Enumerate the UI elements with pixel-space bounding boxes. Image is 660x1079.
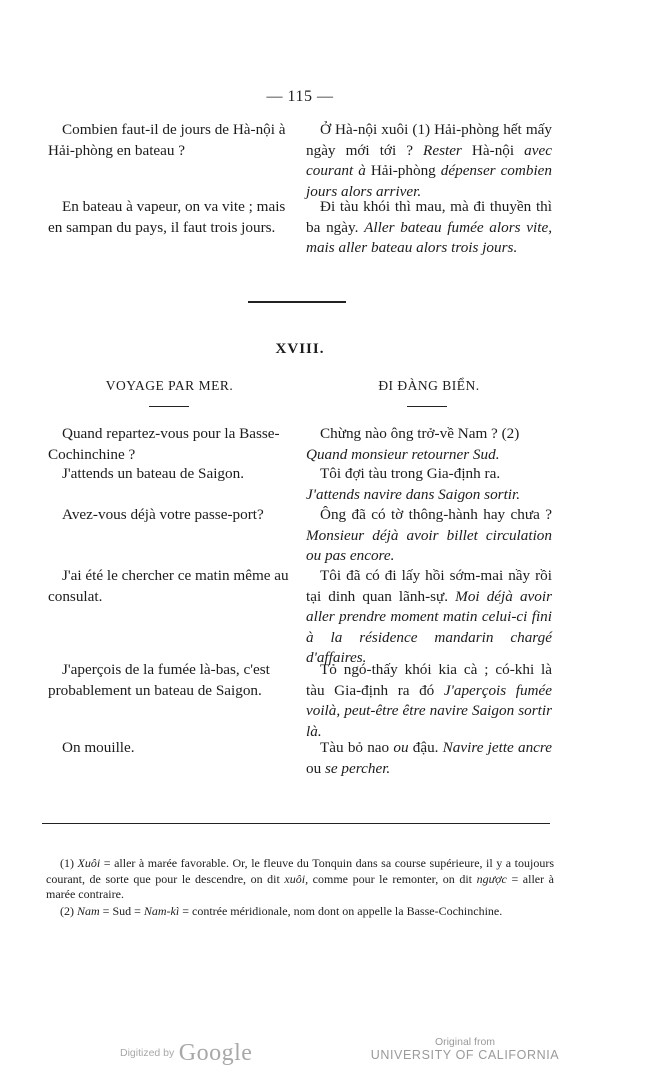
section-title-french: VOYAGE PAR MER. — [105, 378, 234, 393]
top-vietnamese-answer: Đi tàu khói thì mau, mà đi thuyền thì ba ngày. Aller bateau fumée alors vite, mais aller bateau alors trois jours. — [306, 198, 552, 256]
original-from-label: Original from — [434, 1036, 496, 1048]
dialogue-french-5: J'aperçois de la fumée là-bas, c'est probablement un bateau de Saigon. — [48, 661, 270, 699]
section-divider — [248, 301, 346, 303]
dialogue-french-6: On mouille. — [62, 739, 135, 756]
dialogue-vietnamese-2: Tôi đợi tàu trong Gia-định ra. J'attends navire dans Saigon sortir. — [306, 465, 521, 503]
dialogue-french-4: J'ai été le chercher ce matin même au consulat. — [48, 567, 289, 605]
dialogue-french-1: Quand repartez-vous pour la Basse-Cochinchine ? — [48, 425, 280, 463]
dialogue-french-3: Avez-vous déjà votre passe-port? — [62, 506, 264, 523]
footnote-2: (2) Nam = Sud = Nam-kì = contrée méridionale, nom dont on appelle la Basse-Cochinchine. — [60, 904, 503, 918]
title-underline-french — [149, 406, 189, 407]
dialogue-vietnamese-1: Chừng nào ông trở-về Nam ? (2) Quand monsieur retourner Sud. — [306, 425, 520, 463]
dialogue-vietnamese-3: Ông đã có tờ thông-hành hay chưa ? Monsieur déjà avoir billet circulation ou pas encore. — [306, 506, 552, 564]
top-vietnamese-question: Ở Hà-nội xuôi (1) Hải-phòng hết mấy ngày mới tới ? Rester Hà-nội avec courant à Hải-phòng dépenser combien jours alors arriver. — [306, 121, 553, 200]
section-title-vietnamese: ĐI ĐÀNG BIỂN. — [378, 378, 480, 393]
footnote-rule — [42, 823, 550, 824]
digitized-by-label: Digitized by — [120, 1047, 175, 1059]
top-french-answer: En bateau à vapeur, on va vite ; mais en sampan du pays, il faut trois jours. — [48, 198, 286, 236]
title-underline-vietnamese — [407, 406, 447, 407]
library-watermark — [360, 1036, 570, 1062]
section-number: XVIII. — [275, 341, 325, 357]
page-number: — 115 — — [266, 88, 334, 105]
dialogue-vietnamese-5: Tỏ ngó-thấy khói kia cà ; có-khi là tàu Gia-định ra đó J'aperçois fumée voilà, peut-être être navire Saigon sortir là. — [306, 661, 553, 740]
google-watermark — [120, 1040, 252, 1067]
university-label: UNIVERSITY OF CALIFORNIA — [370, 1048, 560, 1062]
dialogue-vietnamese-4: Tôi đã có đi lấy hồi sớm-mai nầy rồi tại dinh quan lãnh-sự. Moi déjà avoir aller prendre moment matin celui-ci fini à la résidence mandarin chargé d'affaires. — [306, 567, 552, 666]
top-french-question: Combien faut-il de jours de Hà-nội à Hải-phòng en bateau ? — [48, 121, 286, 159]
google-logo-text: Google — [178, 1040, 253, 1066]
dialogue-vietnamese-6: Tàu bỏ nao ou đậu. Navire jette ancre ou se percher. — [306, 739, 553, 777]
footnote-1: (1) Xuôi = aller à marée favorable. Or, le fleuve du Tonquin dans sa course supérieure, il y a toujours courant, de sorte que pour le descendre, on dit xuôi, comme pour le remonter, on dit ngược = aller à marée contraire. — [46, 856, 555, 901]
dialogue-french-2: J'attends un bateau de Saigon. — [62, 465, 244, 482]
